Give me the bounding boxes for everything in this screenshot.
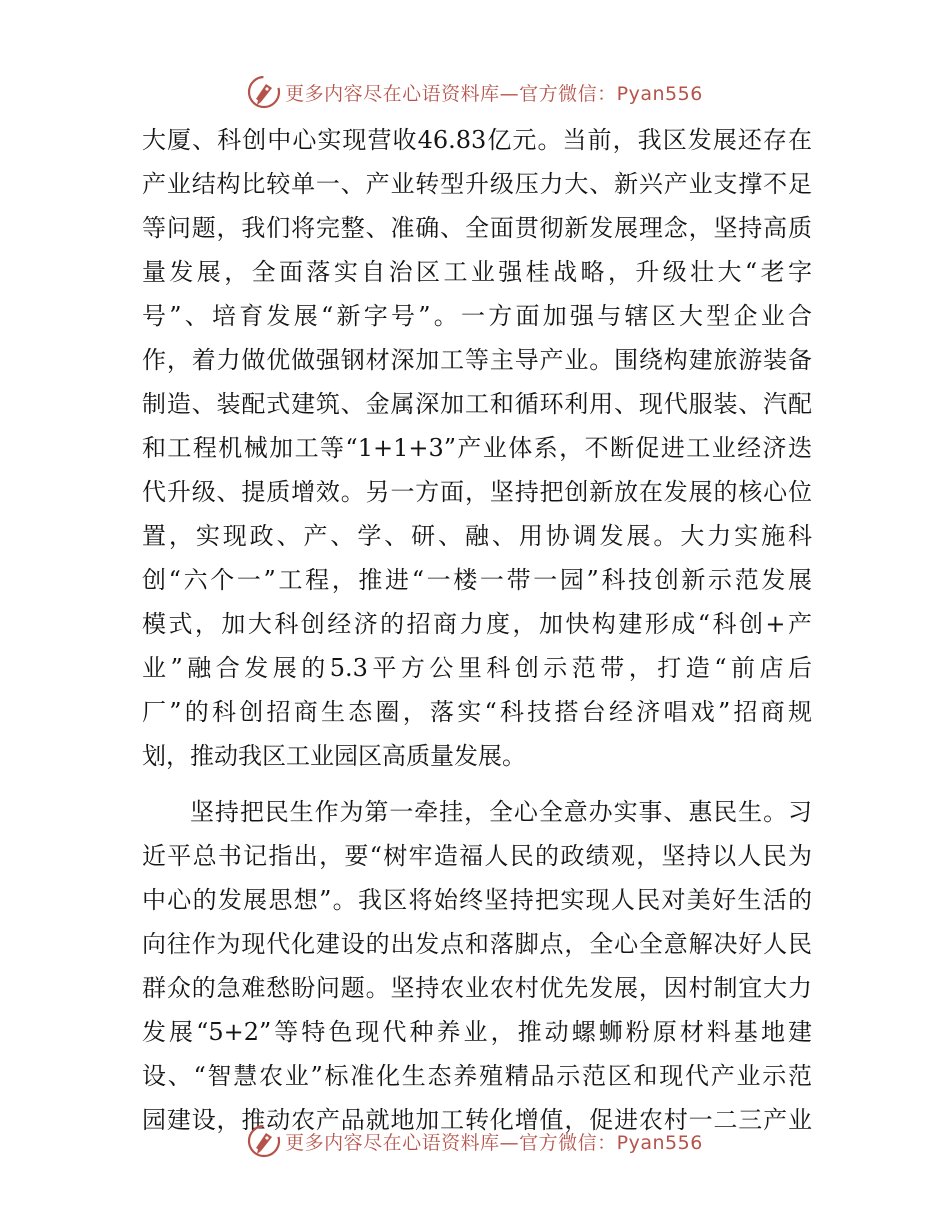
document-body (142, 118, 812, 1142)
text-line: 向往作为现代化建设的出发点和落脚点，全心全意解决好人民 (142, 930, 812, 958)
text-line: 划，推动我区工业园区高质量发展。 (142, 742, 526, 770)
paragraph-2 (142, 790, 812, 1142)
text-line: 厂”的科创招商生态圈，落实“科技搭台经济唱戏”招商规 (142, 698, 812, 726)
paragraph-1 (142, 118, 812, 778)
text-line: 代升级、提质增效。另一方面，坚持把创新放在发展的核心位 (142, 478, 812, 506)
text-line: 大厦、科创中心实现营收46.83亿元。当前，我区发展还存在 (142, 126, 812, 154)
paragraph-gap (142, 778, 812, 790)
text-line: 和工程机械加工等“1+1+3”产业体系，不断促进工业经济迭 (142, 434, 812, 462)
header-banner (0, 72, 950, 112)
text-line: 群众的急难愁盼问题。坚持农业农村优先发展，因村制宜大力 (142, 974, 812, 1002)
text-line: 园建设，推动农产品就地加工转化增值，促进农村一二三产业 (142, 1106, 812, 1134)
pen-nib-logo-icon (247, 75, 281, 109)
text-line: 设、“智慧农业”标准化生态养殖精品示范区和现代产业示范 (142, 1062, 812, 1090)
footer-banner (0, 1121, 950, 1161)
text-line: 创“六个一”工程，推进“一楼一带一园”科技创新示范发展 (142, 566, 812, 594)
header-banner-text: 更多内容尽在心语资料库—官方微信：Pyan556 (285, 82, 703, 105)
text-line: 近平总书记指出，要“树牢造福人民的政绩观，坚持以人民为 (142, 842, 812, 870)
text-line: 业”融合发展的5.3平方公里科创示范带，打造“前店后 (142, 654, 812, 682)
text-line: 制造、装配式建筑、金属深加工和循环利用、现代服装、汽配 (142, 390, 812, 418)
text-line: 等问题，我们将完整、准确、全面贯彻新发展理念，坚持高质 (142, 214, 812, 242)
text-line: 坚持把民生作为第一牵挂，全心全意办实事、惠民生。习 (190, 798, 812, 826)
text-line: 发展“5+2”等特色现代种养业，推动螺蛳粉原材料基地建 (142, 1018, 812, 1046)
footer-banner-text: 更多内容尽在心语资料库—官方微信：Pyan556 (285, 1131, 703, 1154)
text-line: 产业结构比较单一、产业转型升级压力大、新兴产业支撑不足 (142, 170, 812, 198)
pen-nib-logo-icon (247, 1124, 281, 1158)
text-line: 中心的发展思想”。我区将始终坚持把实现人民对美好生活的 (142, 886, 812, 914)
text-line: 置，实现政、产、学、研、融、用协调发展。大力实施科 (142, 522, 812, 550)
text-line: 模式，加大科创经济的招商力度，加快构建形成“科创+产 (142, 610, 812, 638)
text-line: 作，着力做优做强钢材深加工等主导产业。围绕构建旅游装备 (142, 346, 812, 374)
text-line: 号”、培育发展“新字号”。一方面加强与辖区大型企业合 (142, 302, 812, 330)
text-line: 量发展，全面落实自治区工业强桂战略，升级壮大“老字 (142, 258, 812, 286)
